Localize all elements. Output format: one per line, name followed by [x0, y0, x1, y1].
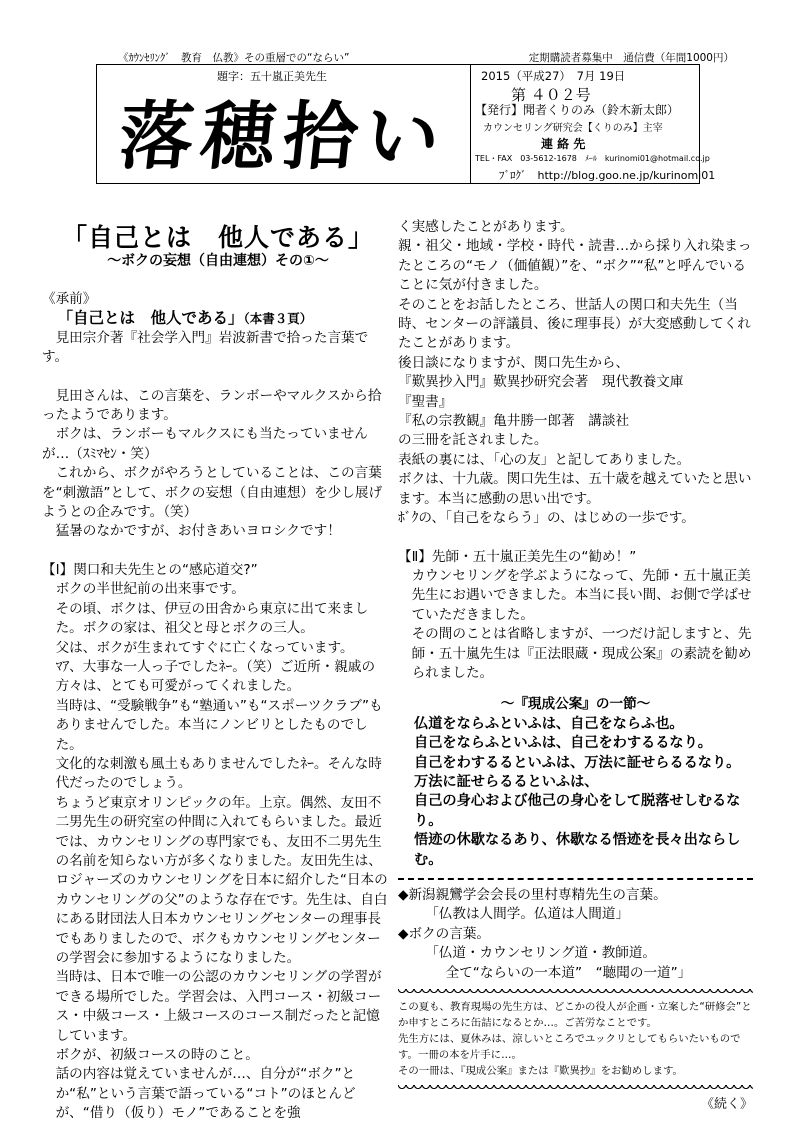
dashed-divider	[398, 878, 753, 880]
koan-passage	[398, 715, 753, 870]
quote-title-text: 「自己とは 他人である」	[57, 309, 244, 328]
paragraph: これから、ボクがやろうとしていることは、この言葉を“刺激語”として、ボクの妄想（自由連想）を少し展げようとの企みです。（笑）	[42, 465, 383, 521]
quote-line: 全て“ならいの一本道” “聴聞の一道”」	[445, 964, 692, 981]
society: カウンセリング研究会【くりのみ】主宰	[483, 123, 663, 134]
paragraph: ボクは、十九歳。関口先生は、五十歳を越えていたと思います。本当に感動の思い出です。	[398, 471, 752, 507]
paragraph: 後日談になりますが、関口先生から、	[398, 354, 630, 371]
paragraph: ボクは、ランボーもマルクスにも当たっていませんが…（ｽﾐﾏｾﾝ・笑）	[42, 426, 368, 462]
section-heading-2: 【Ⅱ】先師・五十嵐正美先生の“勧め！”	[398, 548, 637, 565]
koan-line: 自己をならふといふは、自己をわするるなり。	[414, 735, 712, 752]
quote-title	[42, 309, 390, 328]
paragraph: ボクの半世紀前の出来事です。	[55, 581, 245, 598]
koan-line: 自己の身心および他己の身心をして脱落せしむるなり。	[414, 793, 741, 829]
koan-line: 万法に証せらるるといふは、	[414, 773, 599, 790]
paragraph: 見田宗介著『社会学入門』岩波新書で拾った言葉です。	[42, 329, 369, 366]
issue-number: 第 ４０２号	[511, 86, 591, 104]
koan-line: 仏道をならふといふは、自己をならふ也。	[414, 715, 684, 732]
editor-note	[398, 999, 753, 1079]
preface-label: 《承前》	[42, 291, 97, 307]
right-column	[398, 218, 753, 1114]
paragraph: 見田さんは、この言葉を、ランボーやマルクスから拾ったようであります。	[42, 387, 382, 424]
paragraph: 文化的な刺激も風土もありませんでしたﾈｰ。そんな時代だったのでしょう。	[55, 755, 382, 792]
koan-line: 自己をわするるといふは、万法に証せらるるなり。	[414, 754, 741, 771]
paragraph: 表紙の裏には、「心の友」と記してありました。	[398, 451, 691, 468]
book-item: 『歎異抄入門』歎異抄研究会著 現代教養文庫	[398, 374, 684, 391]
note-line: この夏も、教育現場の先生方は、どこかの役人が企画・立案した“研修会”とか申すところに缶詰になるとか…。ご苦労なことです。	[398, 1001, 752, 1030]
contact-label: 連 絡 先	[541, 137, 586, 151]
article-subtitle: ～ボクの妄想（自由連想）その①～	[107, 253, 329, 269]
masthead	[96, 64, 716, 184]
publisher: 【発行】聞者くりのみ（鈴木新太郎）	[475, 103, 680, 117]
left-column	[42, 290, 390, 1124]
section-heading-1: 【Ⅰ】関口和夫先生との“感応道交?”	[42, 561, 258, 578]
quote-line: 「仏道・カウンセリング道・教師道。	[425, 945, 657, 962]
masthead-info	[473, 65, 716, 183]
book-item: 『聖書』	[398, 393, 453, 410]
koan-title: ～『現成公案』の一節～	[500, 696, 651, 713]
paragraph: ﾏｱ、大事な一人っ子でしたﾈｰ。（笑）ご近所・親戚の方々は、とても可愛がってくれました。	[55, 658, 376, 695]
calligraphy-credit: 題字：五十嵐正美先生	[217, 70, 327, 83]
continued-label: 《続く》	[700, 1097, 753, 1113]
paragraph: の三冊を託されました。	[398, 432, 548, 449]
wave-divider	[398, 989, 753, 995]
blog-link[interactable]: ﾌﾞﾛｸﾞ http://blog.goo.ne.jp/kurinomi01	[499, 169, 716, 182]
tel-fax-email: TEL・FAX 03-5612-1678 ﾒｰﾙ kurinomi01@hotmail.co.jp	[475, 154, 710, 163]
tagline-right: 定期購読者募集中 通信費（年間1000円）	[528, 52, 734, 64]
quote-line: ◆新潟親鸞学会会長の里村専精先生の言葉。	[398, 887, 667, 903]
newsletter-title: 落穂拾い	[114, 94, 452, 180]
paragraph: ちょうど東京オリンピックの年。上京。偶然、友田不二男先生の研究室の仲間に入れてもらいました。最近では、カウンセリングの専門家でも、友田不二男先生の名前を知らない方が多くなりました。友田先生は、ロジャーズのカウンセリングを日本に紹介した“日本のカウンセリングの父”のような存在です。先生は、自白にある財団法人日本カウンセリングセンターの理事長でもありましたので、ボクもカウンセリングセンターの学習会に参加するようになりました。	[55, 794, 388, 966]
paragraph: 話の内容は覚えていませんが…、自分が“ボク”とか“私”という言葉で語っている“コト”のほとんどが、“借り（仮り）モノ”であることを強	[55, 1066, 356, 1122]
note-line: その一冊は、『現成公案』または『歎異抄』をお勧めします。	[398, 1065, 683, 1078]
paragraph: 当時は、“受験戦争”も“塾通い”も“スポーツクラブ”もありませんでした。本当にノンビリとしたものでした。	[55, 697, 383, 753]
paragraph: ボクが、初級コースの時のこと。	[55, 1047, 259, 1064]
quote-reference: （本書３頁）	[243, 311, 313, 327]
paragraph: 猛暑のなかですが、お付きあいヨロシクです！	[55, 523, 341, 540]
koan-line: 悟迹の休歇なるあり、休歇なる悟迹を長々出ならしむ。	[414, 832, 741, 868]
masthead-title-box	[97, 65, 471, 183]
paragraph: そのことをお話したところ、世話人の関口和夫先生（当時、センターの評議員、後に理事長）が大変感動してくれたことがあります。	[398, 296, 751, 352]
wave-divider	[398, 1085, 753, 1091]
quote-line: ◆ボクの言葉。	[398, 925, 491, 942]
note-line: 先生方には、夏休みは、涼しいところでユックリとしてもらいたいものです。一冊の本を片手に…。	[398, 1033, 741, 1062]
paragraph: カウンセリングを学ぶようになって、先師・五十嵐正美先生にお遇いできました。本当に長い間、お側で学ばせていただきました。	[411, 567, 752, 623]
paragraph: く実感したことがあります。	[398, 219, 574, 235]
paragraph: 父は、ボクが生まれてすぐに亡くなっています。	[55, 639, 354, 656]
tagline-left: 《ｶｳﾝｾﾘﾝｸﾞ 教育 仏教》その重層での“ならい”	[118, 52, 350, 64]
quote-line: 「仏教は人間学。仏道は人間道」	[425, 906, 630, 923]
book-item: 『私の宗教観』亀井勝一郎著 講談社	[398, 413, 630, 430]
paragraph: 親・祖父・地域・学校・時代・読書…から採り入れ染まったところの“モノ（価値観）”を、“ボク”“私”と呼んでいることに気が付きました。	[398, 238, 752, 294]
paragraph: その頃、ボクは、伊豆の田舎から東京に出て来ました。ボクの家は、祖父と母とボクの三人。	[55, 600, 369, 637]
paragraph: その間のことは省略しますが、一つだけ記しますと、先師・五十嵐先生は『正法眼蔵・現成公案』の素読を勧められました。	[411, 626, 752, 681]
paragraph: ﾎﾞｸの、「自己をならう」の、はじめの一歩です。	[398, 510, 695, 527]
issue-date: 2015（平成27） 7月 19日	[481, 69, 626, 83]
article-title: 「自己とは 他人である」	[61, 223, 374, 252]
paragraph: 当時は、日本で唯一の公認のカウンセリングの学習ができる場所でした。学習会は、入門コース・初級コース・中級コース・上級コースのコース制だったと記憶しています。	[55, 969, 382, 1044]
